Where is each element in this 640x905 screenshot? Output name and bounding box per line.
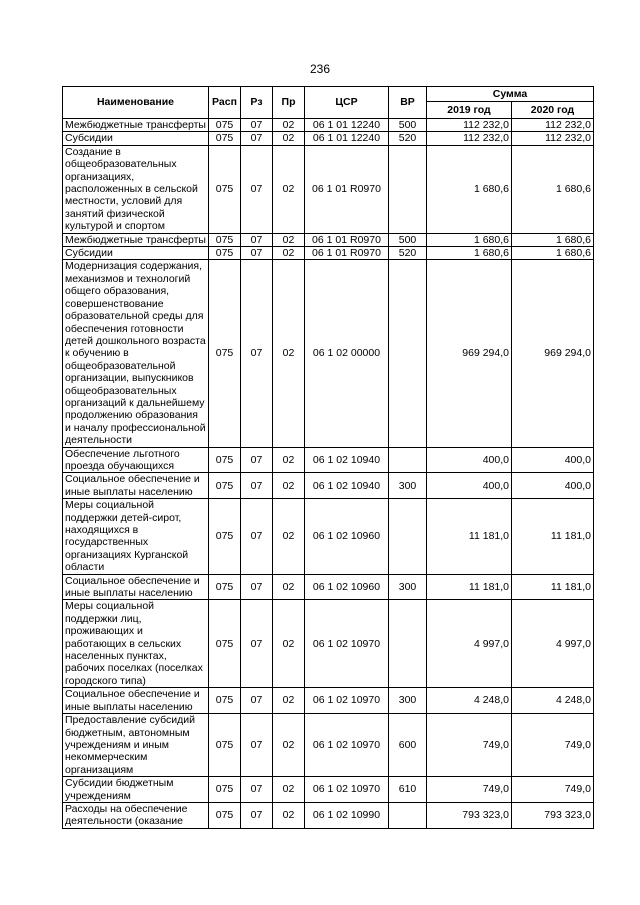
cell-csr: 06 1 02 10940 xyxy=(305,473,389,499)
cell-rz: 07 xyxy=(241,714,273,777)
cell-rasp: 075 xyxy=(209,447,241,473)
page-number: 236 xyxy=(309,62,331,76)
header-sum: Сумма xyxy=(427,87,594,102)
cell-csr: 06 1 02 10940 xyxy=(305,447,389,473)
cell-name: Создание в общеобразовательных организациях, расположенных в сельской местности, условий для занятий физической культурой и спортом xyxy=(63,145,209,233)
cell-pr: 02 xyxy=(273,600,305,688)
cell-name: Меры социальной поддержки лиц, проживающих и работающих в сельских населенных пунктах, рабочих поселках (поселках городского типа) xyxy=(63,600,209,688)
cell-csr: 06 1 01 R0970 xyxy=(305,233,389,246)
cell-y2020: 11 181,0 xyxy=(512,574,594,600)
header-name: Наименование xyxy=(63,87,209,119)
cell-rasp: 075 xyxy=(209,247,241,260)
cell-pr: 02 xyxy=(273,260,305,447)
cell-y2020: 749,0 xyxy=(512,714,594,777)
cell-pr: 02 xyxy=(273,233,305,246)
cell-pr: 02 xyxy=(273,447,305,473)
cell-vr xyxy=(389,499,427,574)
cell-vr: 300 xyxy=(389,473,427,499)
cell-rz: 07 xyxy=(241,574,273,600)
cell-rasp: 075 xyxy=(209,260,241,447)
cell-y2019: 11 181,0 xyxy=(427,574,512,600)
table-row xyxy=(63,802,594,828)
cell-pr: 02 xyxy=(273,247,305,260)
cell-name: Социальное обеспечение и иные выплаты населению xyxy=(63,574,209,600)
cell-pr: 02 xyxy=(273,499,305,574)
table-row xyxy=(63,145,594,233)
table-row xyxy=(63,233,594,246)
cell-csr: 06 1 01 R0970 xyxy=(305,145,389,233)
cell-y2019: 749,0 xyxy=(427,777,512,803)
cell-rz: 07 xyxy=(241,473,273,499)
header-rasp: Расп xyxy=(209,87,241,119)
cell-rasp: 075 xyxy=(209,688,241,714)
cell-rasp: 075 xyxy=(209,802,241,828)
cell-y2019: 749,0 xyxy=(427,714,512,777)
cell-y2019: 112 232,0 xyxy=(427,132,512,145)
cell-name: Социальное обеспечение и иные выплаты населению xyxy=(63,473,209,499)
cell-rasp: 075 xyxy=(209,600,241,688)
header-rz: Рз xyxy=(241,87,273,119)
cell-rasp: 075 xyxy=(209,714,241,777)
table-row xyxy=(63,119,594,132)
cell-vr: 600 xyxy=(389,714,427,777)
cell-csr: 06 1 02 10970 xyxy=(305,777,389,803)
cell-rasp: 075 xyxy=(209,574,241,600)
cell-pr: 02 xyxy=(273,777,305,803)
cell-rz: 07 xyxy=(241,499,273,574)
cell-pr: 02 xyxy=(273,574,305,600)
cell-csr: 06 1 02 10970 xyxy=(305,688,389,714)
cell-rz: 07 xyxy=(241,119,273,132)
cell-name: Меры социальной поддержки детей-сирот, находящихся в государственных организациях Курганской области xyxy=(63,499,209,574)
cell-rz: 07 xyxy=(241,688,273,714)
cell-csr: 06 1 02 10960 xyxy=(305,499,389,574)
cell-vr: 300 xyxy=(389,688,427,714)
cell-name: Расходы на обеспечение деятельности (оказание xyxy=(63,802,209,828)
table-row xyxy=(63,574,594,600)
cell-rz: 07 xyxy=(241,260,273,447)
cell-name: Предоставление субсидий бюджетным, автономным учреждениям и иным некоммерческим организациям xyxy=(63,714,209,777)
table-row xyxy=(63,714,594,777)
cell-y2020: 1 680,6 xyxy=(512,247,594,260)
cell-y2019: 112 232,0 xyxy=(427,119,512,132)
cell-vr: 300 xyxy=(389,574,427,600)
cell-y2019: 4 997,0 xyxy=(427,600,512,688)
cell-y2019: 793 323,0 xyxy=(427,802,512,828)
cell-name: Субсидии бюджетным учреждениям xyxy=(63,777,209,803)
cell-rz: 07 xyxy=(241,233,273,246)
cell-vr xyxy=(389,145,427,233)
cell-y2020: 112 232,0 xyxy=(512,132,594,145)
header-2020: 2020 год xyxy=(512,102,594,119)
cell-rasp: 075 xyxy=(209,145,241,233)
table-row xyxy=(63,247,594,260)
cell-rz: 07 xyxy=(241,600,273,688)
cell-y2019: 11 181,0 xyxy=(427,499,512,574)
cell-name: Социальное обеспечение и иные выплаты населению xyxy=(63,688,209,714)
cell-pr: 02 xyxy=(273,688,305,714)
cell-y2020: 4 997,0 xyxy=(512,600,594,688)
cell-rasp: 075 xyxy=(209,499,241,574)
cell-y2020: 400,0 xyxy=(512,473,594,499)
table-row xyxy=(63,777,594,803)
header-csr: ЦСР xyxy=(305,87,389,119)
cell-rz: 07 xyxy=(241,145,273,233)
cell-y2020: 1 680,6 xyxy=(512,233,594,246)
cell-rasp: 075 xyxy=(209,119,241,132)
header-vr: ВР xyxy=(389,87,427,119)
cell-csr: 06 1 02 10960 xyxy=(305,574,389,600)
cell-csr: 06 1 02 00000 xyxy=(305,260,389,447)
cell-vr: 520 xyxy=(389,132,427,145)
cell-y2019: 400,0 xyxy=(427,447,512,473)
cell-csr: 06 1 02 10990 xyxy=(305,802,389,828)
cell-y2020: 749,0 xyxy=(512,777,594,803)
cell-pr: 02 xyxy=(273,145,305,233)
cell-pr: 02 xyxy=(273,714,305,777)
table-row xyxy=(63,499,594,574)
cell-pr: 02 xyxy=(273,119,305,132)
cell-name: Межбюджетные трансферты xyxy=(63,119,209,132)
cell-y2020: 1 680,6 xyxy=(512,145,594,233)
cell-y2019: 1 680,6 xyxy=(427,233,512,246)
cell-rasp: 075 xyxy=(209,233,241,246)
cell-vr: 500 xyxy=(389,119,427,132)
cell-vr: 500 xyxy=(389,233,427,246)
table-row xyxy=(63,260,594,447)
table-row xyxy=(63,447,594,473)
cell-vr xyxy=(389,260,427,447)
cell-y2019: 969 294,0 xyxy=(427,260,512,447)
cell-y2019: 400,0 xyxy=(427,473,512,499)
cell-rz: 07 xyxy=(241,802,273,828)
cell-rasp: 075 xyxy=(209,777,241,803)
cell-name: Субсидии xyxy=(63,132,209,145)
cell-y2020: 112 232,0 xyxy=(512,119,594,132)
cell-pr: 02 xyxy=(273,132,305,145)
cell-y2020: 11 181,0 xyxy=(512,499,594,574)
table-row xyxy=(63,132,594,145)
cell-y2020: 4 248,0 xyxy=(512,688,594,714)
cell-vr: 520 xyxy=(389,247,427,260)
budget-table xyxy=(62,86,594,829)
cell-csr: 06 1 01 12240 xyxy=(305,132,389,145)
cell-csr: 06 1 01 R0970 xyxy=(305,247,389,260)
cell-y2020: 400,0 xyxy=(512,447,594,473)
cell-csr: 06 1 02 10970 xyxy=(305,600,389,688)
cell-pr: 02 xyxy=(273,802,305,828)
table-row xyxy=(63,600,594,688)
table-row xyxy=(63,688,594,714)
cell-rasp: 075 xyxy=(209,473,241,499)
cell-rz: 07 xyxy=(241,447,273,473)
cell-y2019: 4 248,0 xyxy=(427,688,512,714)
cell-y2020: 969 294,0 xyxy=(512,260,594,447)
cell-vr: 610 xyxy=(389,777,427,803)
cell-y2019: 1 680,6 xyxy=(427,247,512,260)
cell-rz: 07 xyxy=(241,247,273,260)
cell-csr: 06 1 02 10970 xyxy=(305,714,389,777)
table-row xyxy=(63,473,594,499)
cell-pr: 02 xyxy=(273,473,305,499)
cell-name: Обеспечение льготного проезда обучающихся xyxy=(63,447,209,473)
cell-rz: 07 xyxy=(241,132,273,145)
cell-rasp: 075 xyxy=(209,132,241,145)
cell-vr xyxy=(389,802,427,828)
table-body xyxy=(63,119,594,829)
cell-vr xyxy=(389,600,427,688)
cell-vr xyxy=(389,447,427,473)
header-pr: Пр xyxy=(273,87,305,119)
cell-csr: 06 1 01 12240 xyxy=(305,119,389,132)
cell-y2020: 793 323,0 xyxy=(512,802,594,828)
cell-name: Субсидии xyxy=(63,247,209,260)
header-2019: 2019 год xyxy=(427,102,512,119)
cell-name: Модернизация содержания, механизмов и технологий общего образования, совершенствование образовательной среды для обеспечения готовности детей дошкольного возраста к обучению в общеобразовательной организации, выпускников общеобразовательных организаций к дальнейшему продолжению образования и началу профессиональной деятельности xyxy=(63,260,209,447)
cell-y2019: 1 680,6 xyxy=(427,145,512,233)
cell-name: Межбюджетные трансферты xyxy=(63,233,209,246)
cell-rz: 07 xyxy=(241,777,273,803)
